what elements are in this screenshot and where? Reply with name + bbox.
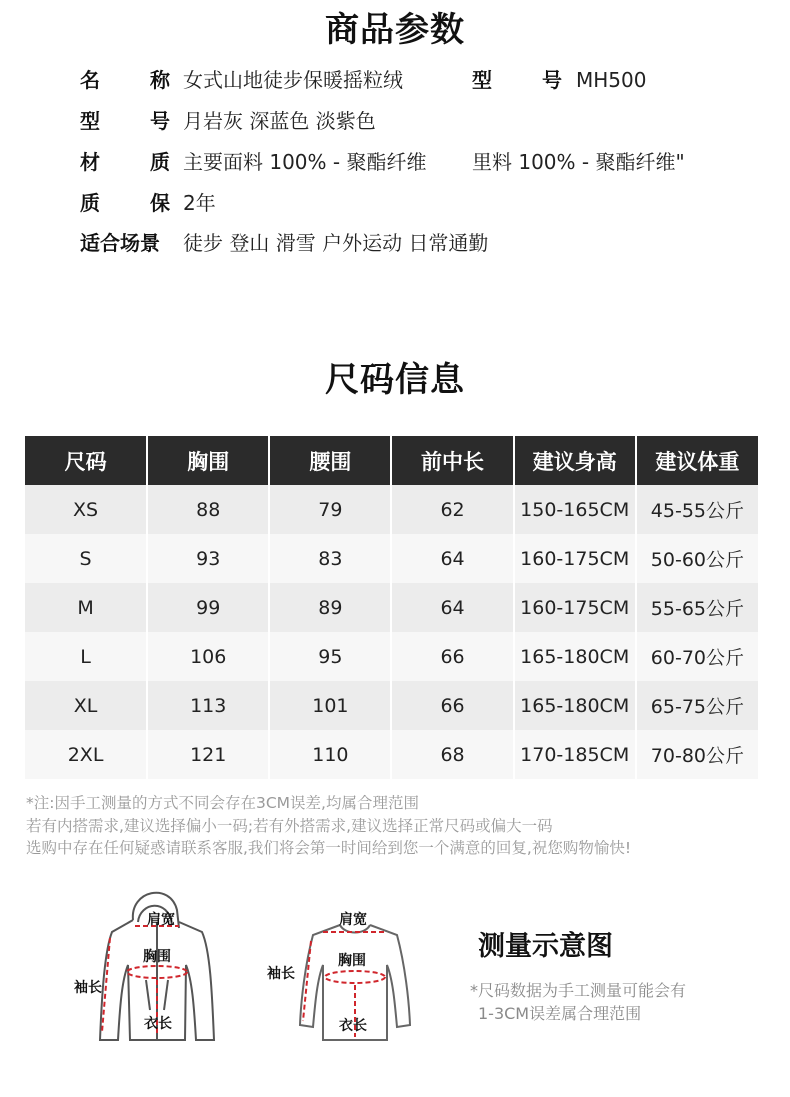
cell-size: XS — [25, 485, 147, 534]
table-row — [25, 730, 758, 779]
param-value-colors: 月岩灰 深蓝色 淡紫色 — [183, 109, 376, 133]
measure-note-2: 1-3CM误差属合理范围 — [478, 1004, 642, 1023]
cell-height: 160-175CM — [514, 534, 636, 583]
header-length: 前中长 — [391, 436, 513, 485]
header-size: 尺码 — [25, 436, 147, 485]
cell-height: 150-165CM — [514, 485, 636, 534]
cell-height: 165-180CM — [514, 632, 636, 681]
cell-length: 66 — [391, 632, 513, 681]
table-row — [25, 681, 758, 730]
size-title: 尺码信息 — [325, 360, 465, 400]
cell-weight: 55-65公斤 — [636, 583, 758, 632]
size-table — [25, 436, 758, 779]
shirt-label-sleeve: 袖长 — [267, 966, 295, 982]
shirt-label-shoulder: 肩宽 — [339, 912, 367, 928]
cell-chest: 93 — [147, 534, 269, 583]
param-value-scenes: 徒步 登山 滑雪 户外运动 日常通勤 — [183, 231, 489, 255]
header-height: 建议身高 — [514, 436, 636, 485]
cell-length: 64 — [391, 583, 513, 632]
cell-chest: 99 — [147, 583, 269, 632]
cell-size: S — [25, 534, 147, 583]
param-label-colors: 型 号 — [80, 109, 170, 133]
cell-weight: 60-70公斤 — [636, 632, 758, 681]
measure-note-1: *尺码数据为手工测量可能会有 — [470, 981, 687, 1000]
cell-waist: 101 — [269, 681, 391, 730]
shirt-label-length: 衣长 — [339, 1018, 367, 1034]
param-label-material: 材 质 — [80, 150, 170, 174]
size-note-2: 若有内搭需求,建议选择偏小一码;若有外搭需求,建议选择正常尺码或偏大一码 — [26, 817, 553, 835]
cell-waist: 95 — [269, 632, 391, 681]
param-label-model: 型 号 — [472, 68, 562, 92]
cell-length: 68 — [391, 730, 513, 779]
param-label-warranty: 质 保 — [80, 191, 170, 215]
jacket-label-sleeve: 袖长 — [74, 980, 102, 996]
cell-size: L — [25, 632, 147, 681]
cell-chest: 106 — [147, 632, 269, 681]
cell-chest: 88 — [147, 485, 269, 534]
jacket-label-length: 衣长 — [144, 1016, 172, 1032]
header-weight: 建议体重 — [636, 436, 758, 485]
cell-weight: 65-75公斤 — [636, 681, 758, 730]
size-note-1: *注:因手工测量的方式不同会存在3CM误差,均属合理范围 — [26, 794, 419, 812]
cell-waist: 83 — [269, 534, 391, 583]
header-chest: 胸围 — [147, 436, 269, 485]
cell-chest: 113 — [147, 681, 269, 730]
table-row — [25, 632, 758, 681]
param-value-model: MH500 — [576, 68, 647, 92]
cell-size: XL — [25, 681, 147, 730]
size-table-header — [25, 436, 758, 485]
measure-title: 测量示意图 — [478, 931, 613, 962]
cell-weight: 50-60公斤 — [636, 534, 758, 583]
param-value-warranty: 2年 — [183, 191, 216, 215]
cell-waist: 89 — [269, 583, 391, 632]
param-value-name: 女式山地徒步保暖摇粒绒 — [183, 68, 403, 92]
cell-weight: 45-55公斤 — [636, 485, 758, 534]
cell-length: 66 — [391, 681, 513, 730]
cell-height: 165-180CM — [514, 681, 636, 730]
shirt-diagram — [265, 905, 440, 1050]
jacket-label-shoulder: 肩宽 — [147, 912, 175, 928]
param-value-material: 主要面料 100% - 聚酯纤维 — [183, 150, 427, 174]
table-row — [25, 485, 758, 534]
cell-size: M — [25, 583, 147, 632]
param-label-name: 名 称 — [80, 68, 170, 92]
params-title: 商品参数 — [325, 10, 465, 50]
cell-length: 64 — [391, 534, 513, 583]
cell-weight: 70-80公斤 — [636, 730, 758, 779]
header-waist: 腰围 — [269, 436, 391, 485]
param-value-lining: 里料 100% - 聚酯纤维" — [472, 150, 685, 174]
jacket-label-chest: 胸围 — [143, 949, 171, 965]
table-row — [25, 583, 758, 632]
cell-chest: 121 — [147, 730, 269, 779]
jacket-diagram — [60, 880, 250, 1055]
table-row — [25, 534, 758, 583]
cell-waist: 110 — [269, 730, 391, 779]
shirt-label-chest: 胸围 — [338, 953, 366, 969]
cell-waist: 79 — [269, 485, 391, 534]
cell-height: 170-185CM — [514, 730, 636, 779]
cell-length: 62 — [391, 485, 513, 534]
cell-height: 160-175CM — [514, 583, 636, 632]
cell-size: 2XL — [25, 730, 147, 779]
size-note-3: 选购中存在任何疑惑请联系客服,我们将会第一时间给到您一个满意的回复,祝您购物愉快! — [26, 839, 632, 857]
param-label-scenes: 适合场景 — [80, 231, 160, 255]
